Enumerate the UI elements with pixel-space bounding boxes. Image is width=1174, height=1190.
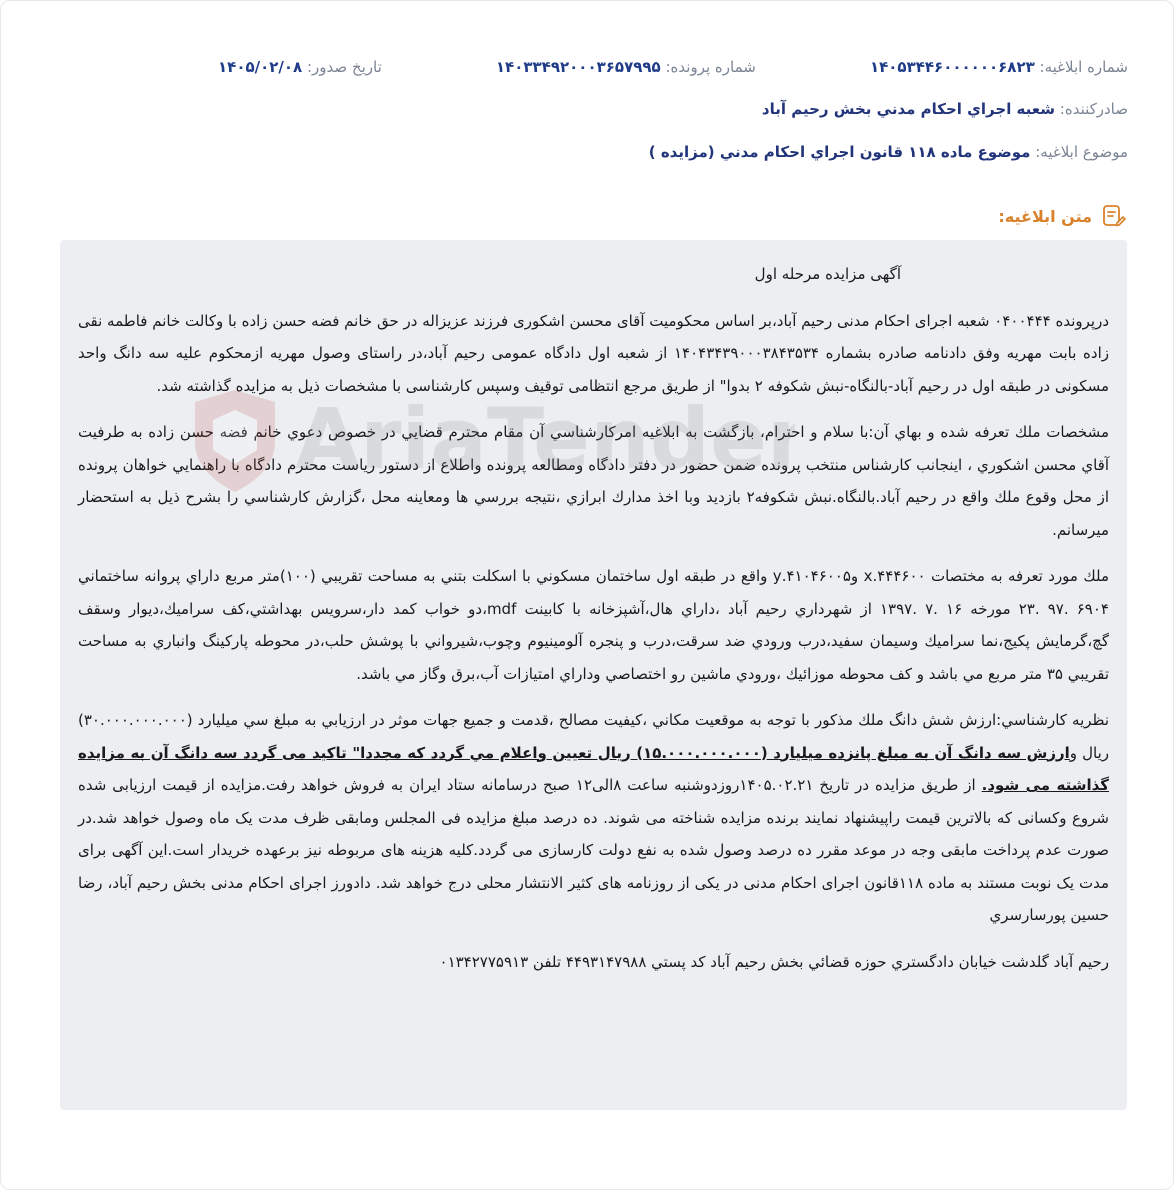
notice-address: رحیم آباد گلدشت خيابان دادگستري حوزه قضائي بخش رحيم آباد كد پستي ۴۴۹۳۱۴۷۹۸۸ تلفن ۰۱۳۴۲۷۷۵۹۱۳ (439, 952, 1109, 971)
subject-label: موضوع ابلاغیه: (1035, 143, 1128, 161)
issue-date-label: تاریخ صدور: (307, 58, 382, 76)
notice-number-field (870, 58, 1128, 76)
subject-field (649, 143, 1128, 161)
issuer-label: صادرکننده: (1059, 100, 1128, 118)
case-number-value: ۱۴۰۳۳۴۹۲۰۰۰۳۶۵۷۹۹۵ (495, 58, 661, 76)
issuer-field (762, 100, 1128, 118)
section-title-label: متن ابلاغیه: (998, 206, 1092, 226)
meta-row-numbers (218, 58, 1128, 76)
case-number-field (496, 58, 756, 76)
issue-date-value: ۱۴۰۵/۰۲/۰۸ (218, 58, 303, 76)
notice-text-section-title (998, 203, 1126, 229)
paragraph-4-emphasis: ارزش سه دانگ آن به مبلغ پانزده میلیارد (۱۵.۰۰۰.۰۰۰.۰۰۰) ریال تعيين واعلام مي گردد كه مجددا" تاکید می گردد سه دانگ آن به مزایده گذاشته می شود. (78, 743, 1110, 794)
issue-date-field (218, 58, 382, 76)
subject-value: موضوع ماده ۱۱۸ قانون اجراي احکام مدني (مزايده ) (648, 143, 1031, 161)
notice-heading: آگهی مزایده مرحله اول (754, 265, 901, 283)
notice-paragraph-4 (78, 704, 1109, 932)
notice-paragraph-1: درپرونده ۰۴۰۰۴۴۴ شعبه اجرای احکام مدنی رحیم آباد،بر اساس محکومیت آقای محسن اشکوری فرزند عزیزاله در حق خانم فضه حسن زاده با وکالت خانم فاطمه نقی زاده بابت مهریه وفق دادنامه صادره بشماره ۱۴۰۴۳۴۳۹۰۰۰۳۸۴۳۵۳۴ از شعبه اول دادگاه عمومی رحیم آباد،در راستای وصول مهریه ازمحکوم علیه سه دانگ واحد مسکونی در طبقه اول در رحیم آباد-بالنگاه-نبش شکوفه ۲ بدوا" از طریق مرجع انتظامی توقیف وسپس کارشناسی با مشخصات ذیل به مزایده گذاشته شد. (78, 311, 1109, 395)
case-number-label: شماره پرونده: (665, 58, 756, 76)
document-edit-icon (1100, 203, 1126, 229)
paragraph-4-end: از طریق مزایده در تاریخ ۱۴۰۵.۰۲.۲۱روزدوشنبه ساعت ۸الی۱۲ صبح درسامانه ستاد ایران به فروش خواهد رفت.مزایده از قیمت ارزیابی شده شروع وکسانی که بالاترین قیمت راپیشنهاد نمایند برنده مزایده شناخته می شوند. ده درصد مبلغ مزایده فی المجلس ومابقی ظرف مدت یک ماه وصول خواهد شد.در صورت عدم پرداخت مابقی وجه در موعد مقرر ده درصد وصول شده به نفع دولت کارسازی می گردد.کلیه هزینه های مربوطه نیز برعهده خریدار است.این آگهی برای مدت یک نوبت مستند به ماده ۱۱۸قانون اجرای احکام مدنی در یکی از روزنامه های کثیر الانتشار محلی درج خواهد شد. دادورز اجرای احکام مدنی بخش رحیم آباد، رضا حسین پورسارسري (78, 776, 1109, 924)
paragraph-4-start: نظريه كارشناسي:ارزش شش دانگ ملك مذكور با توجه به موقعيت مكاني ،كيفيت مصالح ،قدمت و جميع جهات موثر در ارزيابي به مبلغ سي ميليارد (۳۰.۰۰۰.۰۰۰.۰۰۰) ريال و (78, 711, 1109, 762)
notice-number-value: ۱۴۰۵۳۴۴۶۰۰۰۰۰۰۶۸۲۳ (869, 58, 1035, 76)
notice-paragraph-2: مشخصات ملك تعرفه شده و بهاي آن:با سلام و احترام، بازگشت به ابلاغيه امركارشناسي آن مقام محترم قضايي در خصوص دعوي خانم فضه حسن زاده به طرفيت آقاي محسن اشكوري ، اينجانب كارشناس منتخب پرونده ضمن حضور در دفتر دادگاه ومطالعه پرونده واطلاع از دستور رياست محترم دادگاه با راهنمايي خواهان پرونده از محل وقوع ملك واقع در رحيم آباد.بالنگاه.نبش شكوفه۲ بازديد وبا اخذ مدارك ابرازي ،نتيجه بررسي ها ومعاينه محل ،گزارش كارشناسي را بشرح ذيل به استحضار ميرسانم. (78, 423, 1109, 539)
issuer-value: شعبه اجراي احکام مدني بخش رحيم آباد (761, 100, 1055, 118)
notice-paragraph-3: ملك مورد تعرفه به مختصات ۴۴۴۶۰۰.x و۴۱۰۴۶۰۰۵.y واقع در طبقه اول ساختمان مسكوني با اسكلت بتني به مساحت تقريبي (۱۰۰)متر مربع داراي پروانه ساختماني ۶۹۰۴ .۹۷ .۲۳ مورخه ۱۶ .۷ .۱۳۹۷ از شهرداري رحيم آباد ،داراي هال،آشپزخانه با كابينت mdf،دو خواب كمد دار،سرويس بهداشتي،كف سراميك،ديوار وسقف گچ،گرمايش پكيج،نما سراميك وسيمان سفيد،درب ورودي ضد سرقت،درب و پنجره آلومينيوم وچوب،شيرواني با پوشش حلب،در محوطه پاركينگ وانباري به مساحت تقريبي ۳۵ متر مربع مي باشد و كف محوطه موزائيك ،ورودي ماشين رو اختصاصي وداراي امتيازات آب،برق وگاز مي باشد. (78, 567, 1110, 683)
notice-body (60, 240, 1127, 1110)
notice-number-label: شماره ابلاغیه: (1039, 58, 1128, 76)
